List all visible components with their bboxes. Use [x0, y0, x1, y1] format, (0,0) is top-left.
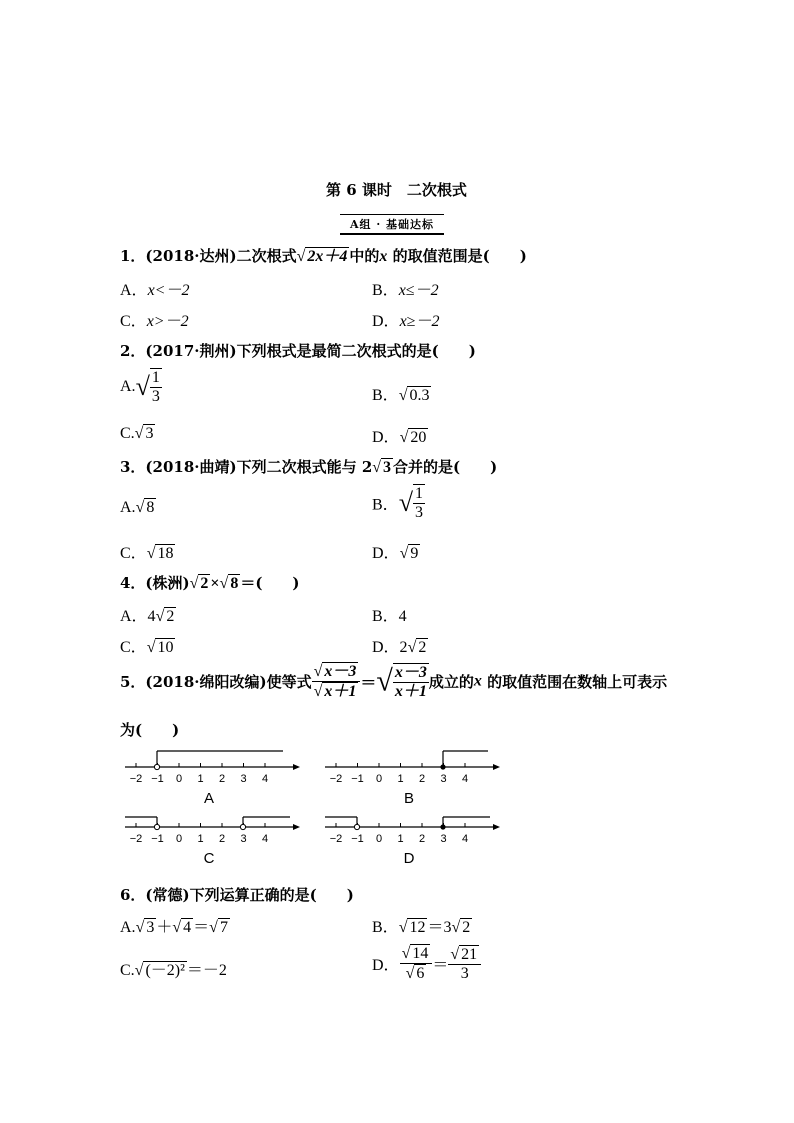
label-d: D [403, 850, 415, 867]
tick-label: 0 [175, 833, 183, 845]
tick-label: 0 [175, 773, 183, 785]
ticks-d [330, 823, 468, 845]
q2-option-d[interactable]: D．√ 20 [372, 429, 427, 446]
tick-label: −2 [129, 833, 143, 845]
ticks-c [130, 823, 268, 845]
question-4: 4．(株洲)√ 2 ×√ 8 ＝( ) [120, 574, 300, 592]
question-5: 5．(2018·绵阳改编)使等式 $\frac{√ x-3}{√ x+1}$ ＝√ $\frac{x-3}{x+1}$ 成立的x 的取值范围在数轴上可表示 [120, 663, 668, 700]
tick-label: −2 [329, 773, 343, 785]
tick-label: 4 [261, 833, 269, 845]
q1-option-c[interactable]: C．x>－2 [120, 313, 189, 330]
tick-label: −1 [151, 833, 164, 845]
group-label: A组 · 基础达标 [340, 214, 444, 235]
q4-option-c[interactable]: C．√ 10 [120, 639, 174, 656]
q3-option-c[interactable]: C．√ 18 [120, 545, 174, 562]
number-line-figures [115, 745, 505, 875]
question-5-line2: 为( ) [120, 721, 180, 739]
q4-option-b[interactable]: B．4 [372, 608, 407, 625]
number-line-d[interactable] [325, 817, 500, 867]
q4-option-a[interactable]: A．4√ 2 [120, 608, 175, 625]
tick-label: 1 [397, 773, 404, 785]
q3-option-b[interactable]: B．√ $\frac{1}{3}$ [372, 485, 423, 521]
q1-option-d[interactable]: D．x≥－2 [372, 313, 440, 330]
tick-label: 3 [240, 773, 247, 785]
q3-option-a[interactable]: A.√ 8 [120, 499, 155, 516]
tick-label: 0 [375, 773, 383, 785]
tick-label: −2 [129, 773, 143, 785]
ticks-b [330, 763, 468, 785]
q1-option-a[interactable]: A．x<－2 [120, 282, 190, 299]
q2-option-a[interactable]: A.√ $\frac{1}{3}$ [120, 369, 160, 405]
q6-option-a[interactable]: A.√ 3 ＋√ 4 ＝√ 7 [120, 919, 228, 936]
tick-label: 1 [197, 773, 204, 785]
ticks-a [130, 763, 268, 785]
tick-label: −1 [351, 833, 364, 845]
tick-label: 1 [197, 833, 204, 845]
label-c: C [203, 850, 215, 867]
tick-label: 1 [397, 833, 404, 845]
q6-option-c[interactable]: C.√ (－2)² ＝－2 [120, 962, 227, 979]
question-2: 2．(2017·荆州)下列根式是最简二次根式的是( ) [120, 342, 476, 360]
number-line-c[interactable] [125, 817, 300, 867]
sqrt-2x-plus-4: √ 2x＋4 [296, 248, 348, 265]
q1-option-b[interactable]: B．x≤－2 [372, 282, 439, 299]
tick-label: 2 [218, 833, 226, 845]
number-line-b[interactable] [325, 751, 500, 807]
tick-label: 2 [218, 773, 226, 785]
tick-label: 2 [418, 773, 426, 785]
tick-label: 3 [440, 833, 447, 845]
q6-option-d[interactable]: D． $\frac{√ 14}{√ 6}$ ＝ $\frac{√ 21}{3}$ [372, 944, 481, 983]
number-line-a[interactable] [125, 751, 300, 807]
tick-label: 4 [461, 833, 469, 845]
q6-option-b[interactable]: B．√ 12 ＝3√ 2 [372, 919, 471, 936]
question-3: 3．(2018·曲靖)下列二次根式能与 2√ 3 合并的是( ) [120, 458, 498, 476]
q3-option-d[interactable]: D．√ 9 [372, 545, 419, 562]
tick-label: 4 [261, 773, 269, 785]
tick-label: 4 [461, 773, 469, 785]
tick-label: −2 [329, 833, 343, 845]
tick-label: 2 [418, 833, 426, 845]
tick-label: −1 [351, 773, 364, 785]
tick-label: 3 [440, 773, 447, 785]
question-6: 6．(常德)下列运算正确的是( ) [120, 886, 354, 904]
page-title: 第 6 课时 二次根式 [326, 181, 467, 199]
label-b: B [403, 790, 415, 807]
question-1: 1．(2018·达州)二次根式√ 2x＋4 中的x 的取值范围是( ) [120, 247, 527, 265]
tick-label: 0 [375, 833, 383, 845]
q4-option-d[interactable]: D．2√ 2 [372, 639, 427, 656]
label-a: A [203, 790, 215, 807]
tick-label: 3 [240, 833, 247, 845]
q2-option-b[interactable]: B．√ 0.3 [372, 387, 430, 404]
q2-option-c[interactable]: C.√ 3 [120, 425, 154, 442]
tick-label: −1 [151, 773, 164, 785]
